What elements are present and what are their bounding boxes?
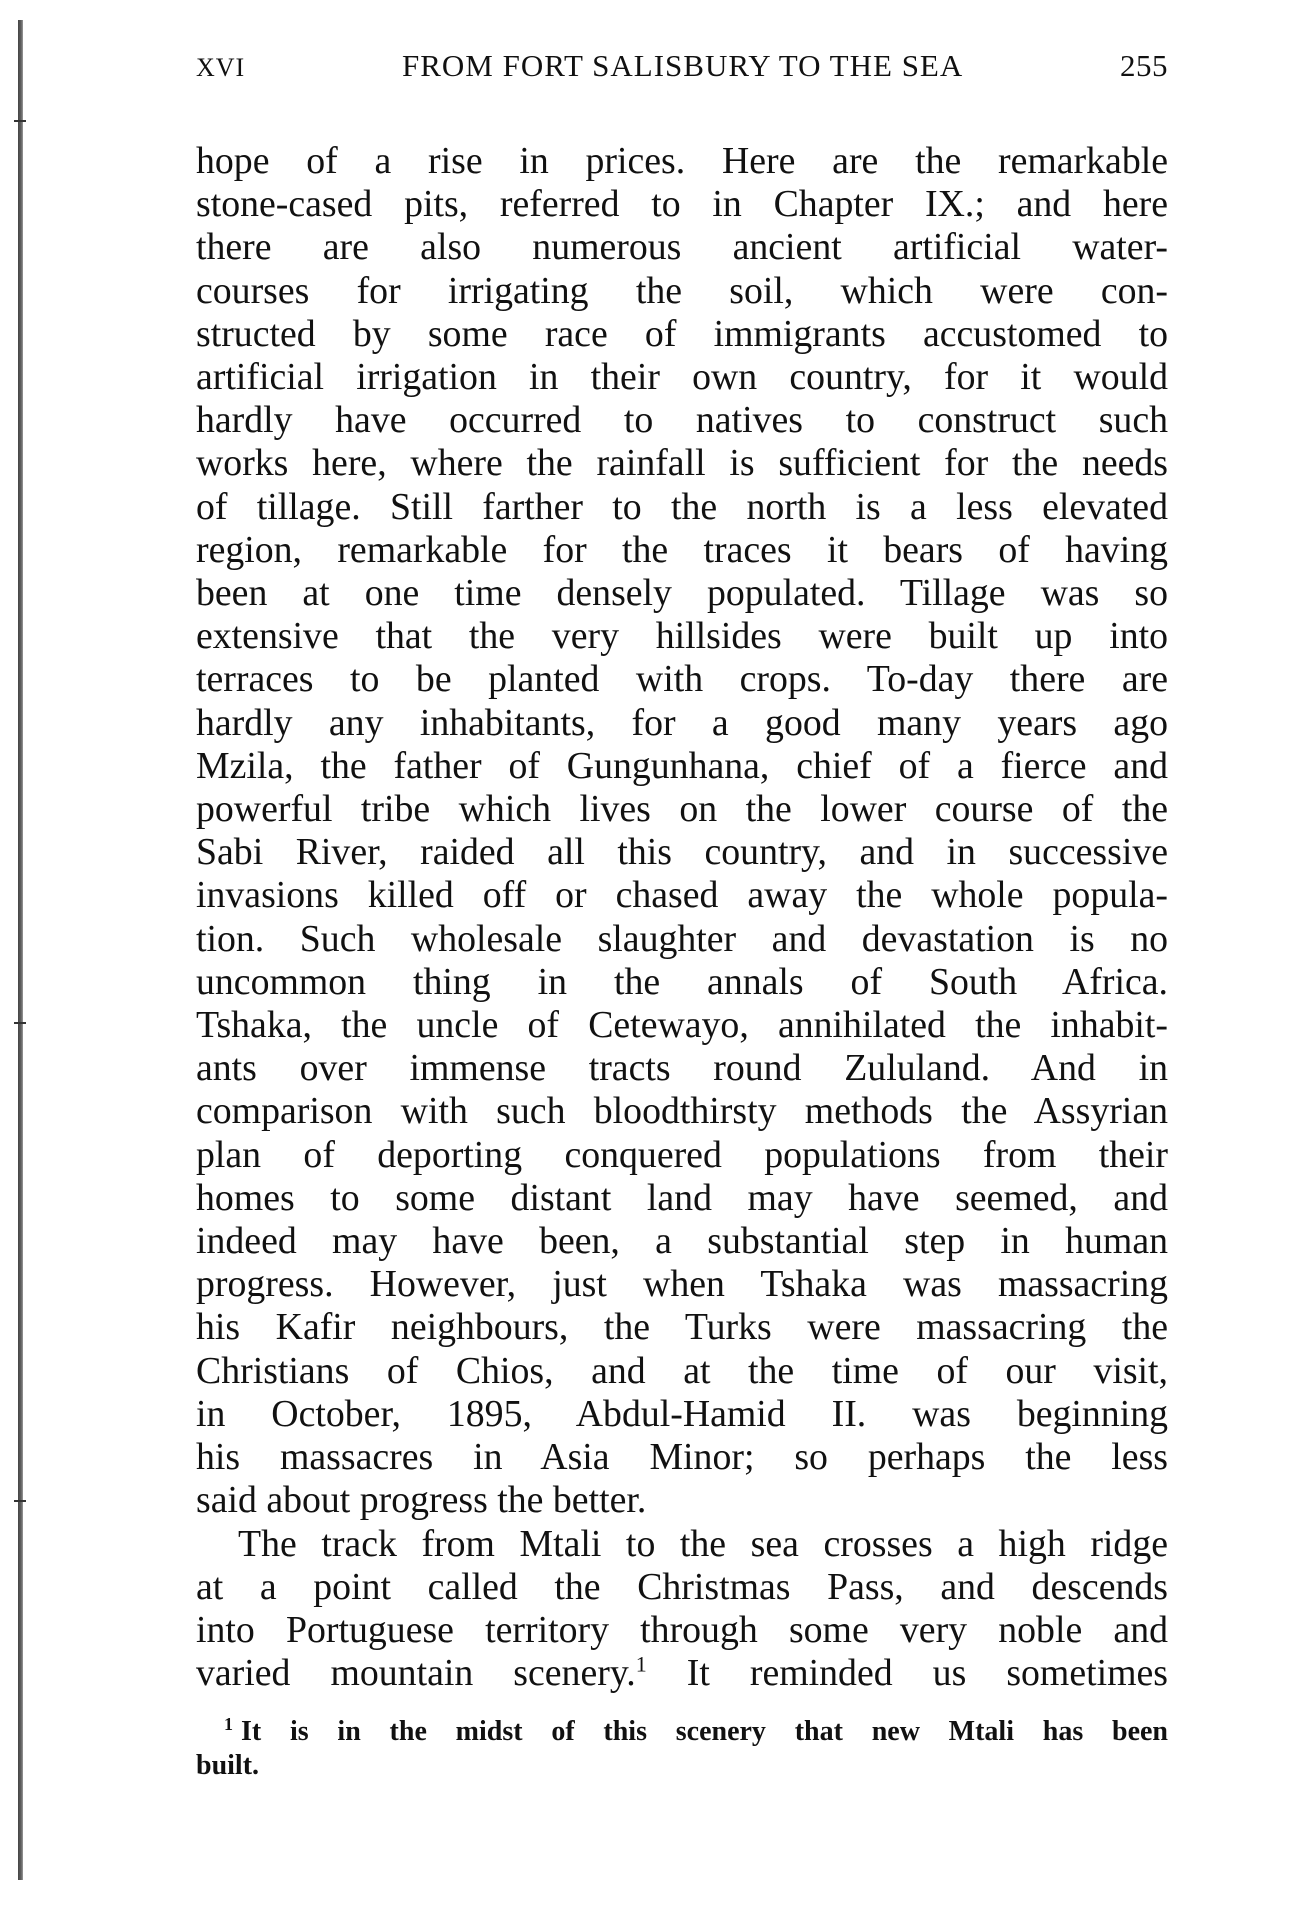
running-title: FROM FORT SALISBURY TO THE SEA (401, 48, 964, 83)
running-head (196, 48, 1168, 98)
text-line: powerful tribe which lives on the lower course of the (196, 788, 1168, 831)
text-line: there are also numerous ancient artificial water- (196, 226, 1168, 269)
footnote-mark: 1 (224, 1713, 233, 1734)
body-text (196, 140, 1168, 1695)
footnote-line (196, 1715, 1168, 1749)
page-binding-edge (18, 20, 23, 1880)
text-line: in October, 1895, Abdul-Hamid II. was beginning (196, 1392, 1168, 1435)
text-line: The track from Mtali to the sea crosses a high ridge (238, 1522, 1168, 1565)
text-line-with-footnote-ref (196, 1652, 1168, 1695)
text-line: courses for irrigating the soil, which were con- (196, 269, 1168, 312)
text-line: indeed may have been, a substantial step in human (196, 1220, 1168, 1263)
text-line: progress. However, just when Tshaka was massacring (196, 1263, 1168, 1306)
text-line: said about progress the better. (196, 1479, 647, 1522)
binding-mark (14, 120, 26, 122)
text-line: Mzila, the father of Gungunhana, chief of a fierce and (196, 744, 1168, 787)
text-line: Christians of Chios, and at the time of our visit, (196, 1349, 1168, 1392)
text-line: extensive that the very hillsides were built up into (196, 615, 1168, 658)
book-page (196, 48, 1168, 1783)
text-line: artificial irrigation in their own country, for it would (196, 356, 1168, 399)
paragraph-2 (196, 1523, 1168, 1696)
text-line: works here, where the rainfall is sufficient for the needs (196, 442, 1168, 485)
text-line: at a point called the Christmas Pass, and descends (196, 1565, 1168, 1608)
text-line: hope of a rise in prices. Here are the remarkable (196, 140, 1168, 182)
text-line: Tshaka, the uncle of Cetewayo, annihilated the inhabit- (196, 1004, 1168, 1047)
text-line: Sabi River, raided all this country, and in successive (196, 831, 1168, 874)
footnote-text: It is in the midst of this scenery that new Mtali has been (241, 1716, 1168, 1748)
binding-mark (14, 1022, 26, 1024)
text-line: region, remarkable for the traces it bears of having (196, 528, 1168, 571)
text-line: hardly have occurred to natives to construct such (196, 399, 1168, 442)
text-line: his massacres in Asia Minor; so perhaps the less (196, 1436, 1168, 1479)
page-number: 255 (1120, 48, 1168, 83)
text-segment: varied mountain scenery. (196, 1652, 636, 1695)
footnote-line: built. (196, 1750, 260, 1782)
text-line: of tillage. Still farther to the north is a less elevated (196, 485, 1168, 528)
text-line: homes to some distant land may have seemed, and (196, 1176, 1168, 1219)
text-line: structed by some race of immigrants accustomed to (196, 312, 1168, 355)
text-segment: It reminded us sometimes (686, 1652, 1168, 1695)
text-line: tion. Such wholesale slaughter and devastation is no (196, 917, 1168, 960)
footnote (196, 1715, 1168, 1783)
footnote-reference[interactable]: 1 (635, 1651, 647, 1677)
text-line: his Kafir neighbours, the Turks were massacring the (196, 1306, 1168, 1349)
chapter-number: XVI (196, 53, 246, 82)
text-line: into Portuguese territory through some very noble and (196, 1608, 1168, 1651)
text-line: terraces to be planted with crops. To-day there are (196, 658, 1168, 701)
text-line: plan of deporting conquered populations from their (196, 1133, 1168, 1176)
text-line: uncommon thing in the annals of South Africa. (196, 960, 1168, 1003)
text-line: ants over immense tracts round Zululand. And in (196, 1047, 1168, 1090)
text-line: been at one time densely populated. Tillage was so (196, 572, 1168, 615)
text-line: hardly any inhabitants, for a good many years ago (196, 701, 1168, 744)
paragraph-1 (196, 140, 1168, 1523)
binding-mark (14, 1500, 26, 1502)
text-line: comparison with such bloodthirsty methods the Assyrian (196, 1090, 1168, 1133)
text-line: stone-cased pits, referred to in Chapter IX.; and here (196, 183, 1168, 226)
text-line: invasions killed off or chased away the whole popula- (196, 874, 1168, 917)
